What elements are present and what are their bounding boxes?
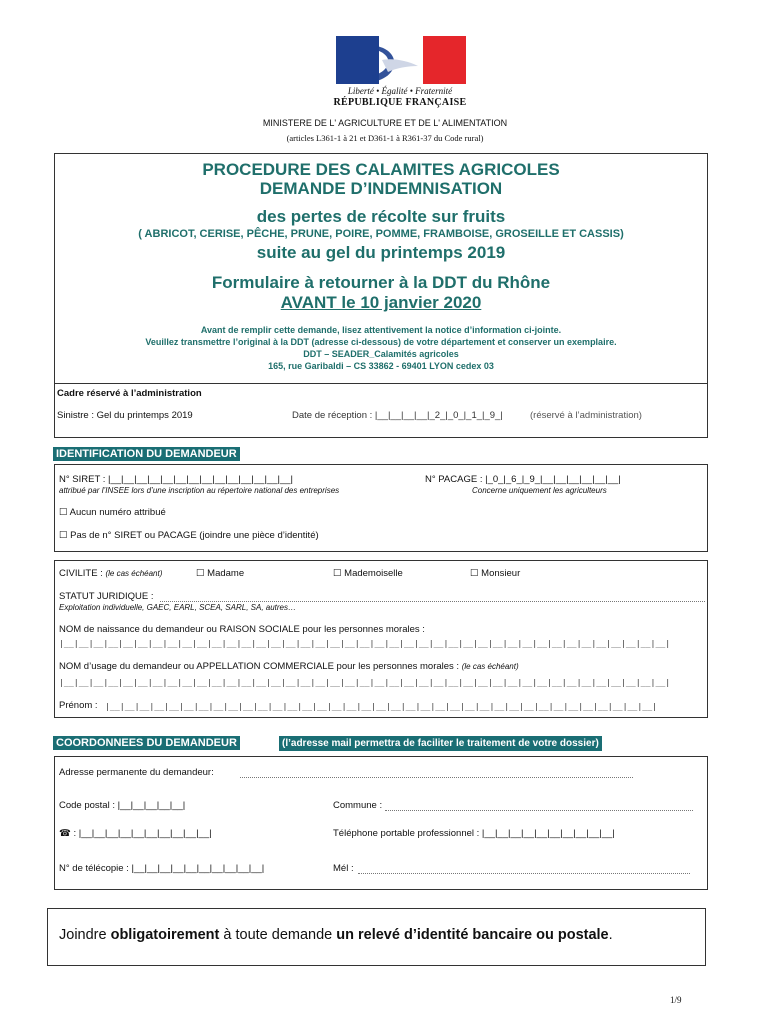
civilite-row [59,568,162,579]
coordonnees-header-note: (l’adresse mail permettra de faciliter le traitement de votre dossier) [279,736,602,751]
statut-input[interactable] [160,601,705,602]
portable-field[interactable]: Téléphone portable professionnel : |__|__|__|__|__|__|__|__|__|__| [333,828,615,839]
joindre-post: . [608,927,613,943]
prenom-label: Prénom : [59,700,98,711]
madame-label: Madame [207,568,245,579]
date-note: (réservé à l’administration) [530,410,642,421]
mademoiselle-label: Mademoiselle [344,568,403,579]
joindre-bold2: un relevé d’identité bancaire ou postale [336,927,609,943]
motto: Liberté • Égalité • Fraternité [347,86,453,96]
republique-francaise: RÉPUBLIQUE FRANÇAISE [333,97,467,108]
nom-usage-cells[interactable]: |__|__|__|__|__|__|__|__|__|__|__|__|__|__|__|__|__|__|__|__|__|__|__|__|__|__|__|__|__|__|__|__|__|__|__|__|__|__|__|__|__| [59,677,671,687]
note1: Avant de remplir cette demande, lisez attentivement la notice d’information ci-jointe. [200,325,562,335]
madame-option[interactable] [196,568,244,579]
checkbox-icon[interactable]: ☐ [196,568,205,579]
adresse-label: Adresse permanente du demandeur: [59,767,214,778]
coordonnees-header: COORDONNEES DU DEMANDEUR [53,736,240,750]
nom-usage-note: (le cas échéant) [461,662,519,671]
siret-note: attribué par l’INSEE lors d’une inscription au répertoire national des entreprises [59,486,340,495]
nom-naissance-cells[interactable]: |__|__|__|__|__|__|__|__|__|__|__|__|__|__|__|__|__|__|__|__|__|__|__|__|__|__|__|__|__|__|__|__|__|__|__|__|__|__|__|__|__| [59,638,671,648]
nom-naissance-label: NOM de naissance du demandeur ou RAISON SOCIALE pour les personnes morales : [59,624,425,635]
joindre-text [59,927,613,943]
mademoiselle-option[interactable] [333,568,403,579]
aucun-checkbox-row[interactable] [59,507,166,518]
adresse-input[interactable] [240,777,633,778]
pas-de-checkbox-row[interactable] [59,530,319,541]
ministere: MINISTERE DE L' AGRICULTURE ET DE L' ALIMENTATION [262,118,508,128]
prenom-cells[interactable]: |__|__|__|__|__|__|__|__|__|__|__|__|__|__|__|__|__|__|__|__|__|__|__|__|__|__|__|__|__|__|__|__|__|__|__|__|__| [105,701,658,711]
title-line2: DEMANDE D’INDEMNISATION [259,179,503,198]
nom-usage-label: NOM d’usage du demandeur ou APPELLATION COMMERCIALE pour les personnes morales : [59,661,460,672]
commune-label: Commune : [333,800,383,811]
mel-input[interactable] [358,873,690,874]
pas-de-label: Pas de n° SIRET ou PACAGE (joindre une pièce d’identité) [70,530,319,541]
marianne-flag-icon [336,36,466,84]
phone-icon: ☎ [59,828,71,839]
admin-label: Cadre réservé à l’administration [57,388,202,399]
title-line3: des pertes de récolte sur fruits [256,207,506,226]
monsieur-option[interactable] [470,568,520,579]
note4: 165, rue Garibaldi – CS 33862 - 69401 LYON cedex 03 [268,361,494,371]
telecopie-field[interactable]: N° de télécopie : |__|__|__|__|__|__|__|__|__|__| [59,863,265,874]
date-reception[interactable]: Date de réception : |__|__|__|__|_2_|_0_|_1_|_9_| [292,410,503,421]
siret-field[interactable]: N° SIRET : |__|__|__|__|__|__|__|__|__|__|__|__|__|__| [59,474,293,485]
pacage-note: Concerne uniquement les agriculteurs [472,486,607,495]
articles: (articles L361-1 à 21 et D361-1 à R361-37 du Code rural) [286,133,484,143]
monsieur-label: Monsieur [481,568,521,579]
sinistre: Sinistre : Gel du printemps 2019 [57,410,193,421]
checkbox-icon[interactable]: ☐ [59,507,68,518]
mel-label: Mél : [333,863,354,874]
joindre-pre: Joindre [59,927,111,943]
checkbox-icon[interactable]: ☐ [59,530,68,541]
checkbox-icon[interactable]: ☐ [333,568,342,579]
checkbox-icon[interactable]: ☐ [470,568,479,579]
civilite-note: (le cas échéant) [105,569,163,578]
telephone-cells[interactable]: : |__|__|__|__|__|__|__|__|__|__| [73,828,212,839]
civilite-label: CIVILITE : [59,568,103,579]
title-line6: AVANT le 10 janvier 2020 [280,293,482,312]
aucun-label: Aucun numéro attribué [69,507,166,518]
title-line4: suite au gel du printemps 2019 [256,243,506,262]
page-number: 1/9 [670,995,682,1005]
nom-usage-row [59,661,519,672]
commune-input[interactable] [385,810,693,811]
joindre-bold1: obligatoirement [110,927,220,943]
code-postal-field[interactable]: Code postal : |__|__|__|__|__| [59,800,186,811]
statut-note: Exploitation individuelle, GAEC, EARL, SCEA, SARL, SA, autres… [59,603,296,612]
identification-header: IDENTIFICATION DU DEMANDEUR [53,447,240,461]
republic-logo [336,36,466,84]
note3: DDT – SEADER_Calamités agricoles [303,349,459,359]
fruits-list: ( ABRICOT, CERISE, PÊCHE, PRUNE, POIRE, POMME, FRAMBOISE, GROSEILLE ET CASSIS) [138,228,624,240]
telephone-field[interactable] [59,828,212,839]
title-line5: Formulaire à retourner à la DDT du Rhône [211,273,551,292]
joindre-mid: à toute demande [219,927,337,943]
pacage-field[interactable]: N° PACAGE : |_0_|_6_|_9_|__|__|__|__|__|__| [425,474,621,485]
note2: Veuillez transmettre l’original à la DDT (adresse ci-dessous) de votre département et conserver un exemplaire. [145,337,617,347]
title-line1: PROCEDURE DES CALAMITES AGRICOLES [202,160,560,179]
statut-label: STATUT JURIDIQUE : [59,591,154,602]
